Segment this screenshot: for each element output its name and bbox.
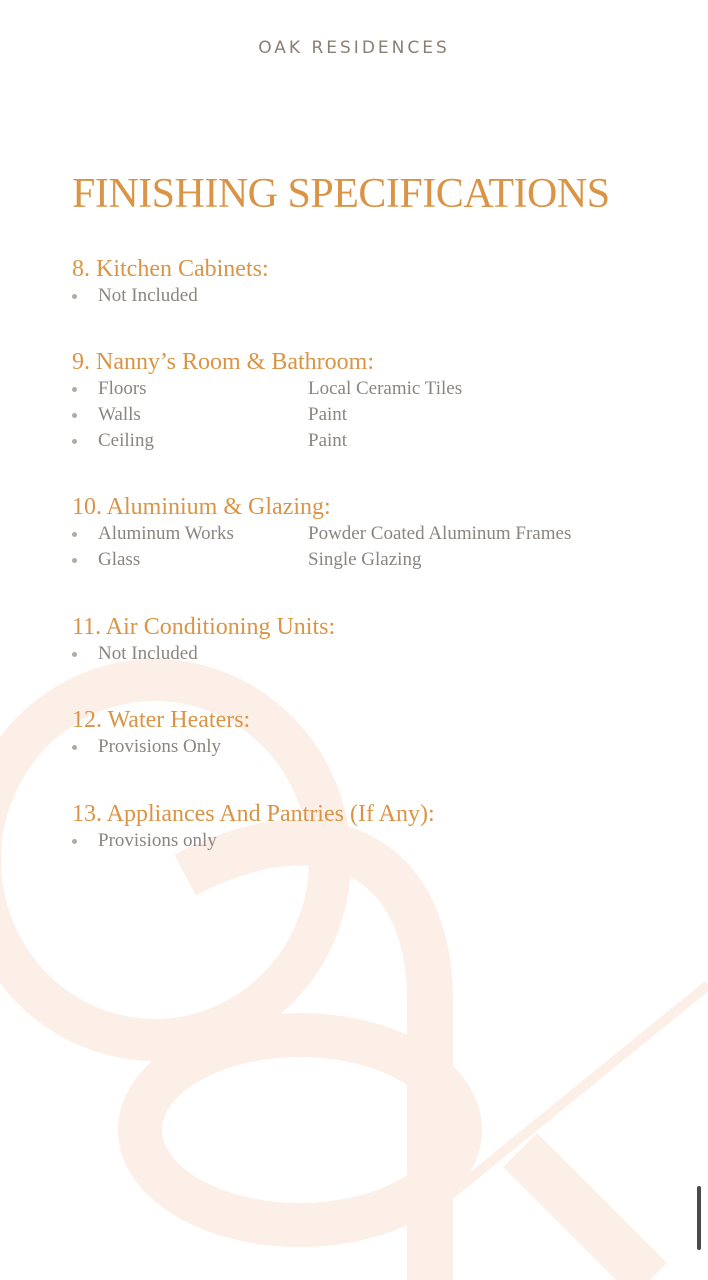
spec-label: Aluminum Works	[98, 523, 234, 544]
spec-list	[72, 283, 269, 309]
spec-item	[72, 283, 269, 309]
spec-label: Not Included	[98, 643, 198, 664]
spec-list	[72, 521, 572, 573]
section-heading: 10. Aluminium & Glazing:	[72, 494, 331, 520]
spec-value: Single Glazing	[308, 549, 422, 570]
bullet-icon	[72, 839, 77, 844]
section-heading: 11. Air Conditioning Units:	[72, 614, 336, 640]
section-heading: 8. Kitchen Cabinets:	[72, 256, 269, 282]
spec-label: Provisions Only	[98, 736, 221, 757]
spec-item	[72, 641, 335, 667]
page-title: FINISHING SPECIFICATIONS	[72, 171, 610, 217]
spec-label: Walls	[98, 404, 141, 425]
spec-list	[72, 641, 335, 667]
section-heading: 12. Water Heaters:	[72, 707, 251, 733]
bullet-icon	[72, 652, 77, 657]
bullet-icon	[72, 387, 77, 392]
spec-label: Ceiling	[98, 430, 154, 451]
spec-list	[72, 376, 463, 454]
bullet-icon	[72, 439, 77, 444]
spec-item	[72, 734, 250, 760]
spec-item	[72, 547, 422, 573]
spec-value: Powder Coated Aluminum Frames	[308, 523, 572, 544]
bullet-icon	[72, 558, 77, 563]
spec-label: Floors	[98, 378, 147, 399]
spec-list	[72, 828, 435, 854]
section-appliances-pantries	[72, 800, 435, 854]
watermark-letter-k-leg	[520, 1150, 650, 1280]
bullet-icon	[72, 532, 77, 537]
section-air-conditioning	[72, 613, 335, 667]
bullet-icon	[72, 745, 77, 750]
spec-value: Paint	[308, 404, 348, 425]
section-nannys-room	[72, 348, 463, 454]
spec-item	[72, 828, 435, 854]
brand-name: OAK RESIDENCES	[258, 38, 450, 58]
section-water-heaters	[72, 706, 250, 760]
section-heading: 13. Appliances And Pantries (If Any):	[72, 801, 435, 827]
spec-label: Glass	[98, 549, 141, 570]
spec-item	[72, 376, 463, 402]
watermark-letter-k-arm	[450, 985, 708, 1195]
spec-item	[72, 428, 374, 454]
spec-label: Provisions only	[98, 830, 217, 851]
spec-item	[72, 521, 572, 547]
scrollbar[interactable]	[697, 1186, 701, 1250]
section-aluminium-glazing	[72, 493, 572, 573]
section-heading: 9. Nanny’s Room & Bathroom:	[72, 349, 374, 375]
spec-label: Not Included	[98, 285, 198, 306]
section-kitchen-cabinets	[72, 255, 269, 309]
bullet-icon	[72, 294, 77, 299]
spec-list	[72, 734, 250, 760]
spec-item	[72, 402, 374, 428]
spec-value: Local Ceramic Tiles	[308, 378, 463, 399]
bullet-icon	[72, 413, 77, 418]
spec-value: Paint	[308, 430, 348, 451]
